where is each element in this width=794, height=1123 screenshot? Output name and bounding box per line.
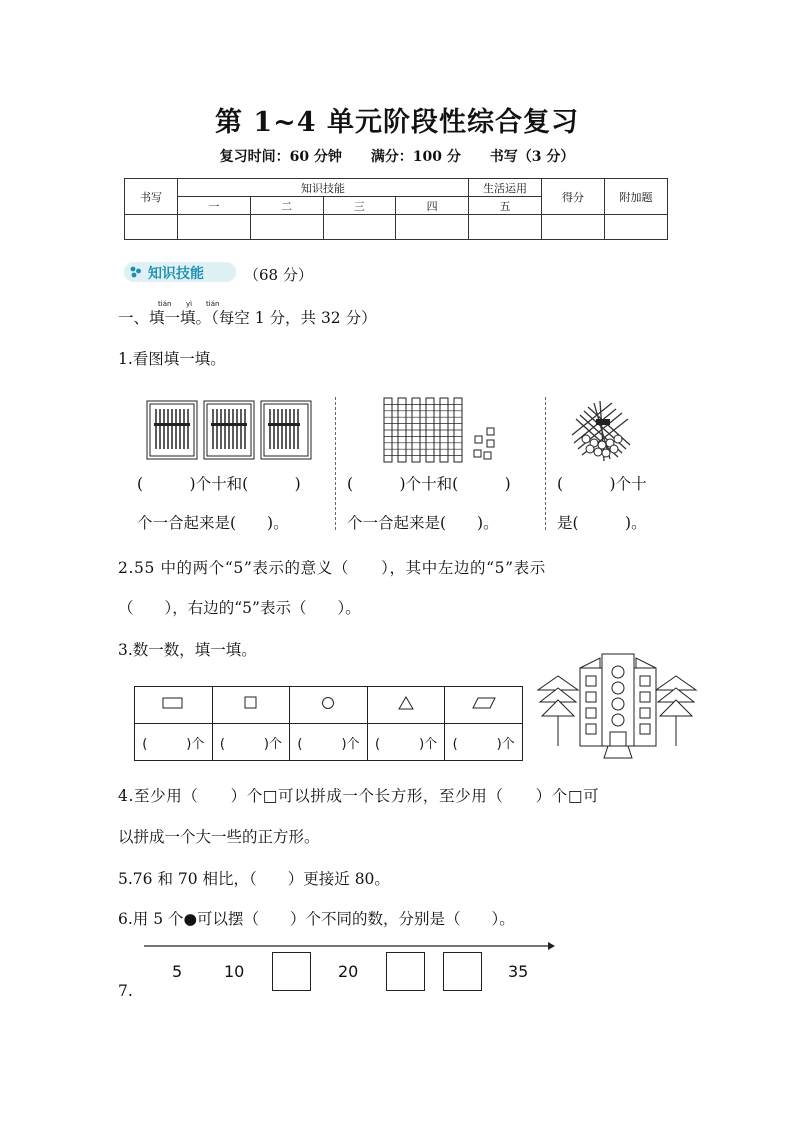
score-col-2: 二 — [250, 197, 323, 215]
score-cell[interactable] — [323, 215, 396, 240]
building-picture — [536, 650, 698, 760]
score-cell[interactable] — [178, 215, 251, 240]
shape-blank[interactable]: ( )个 — [367, 724, 445, 761]
shape-cell — [367, 687, 445, 724]
score-header-life: 生活运用 — [469, 179, 542, 197]
section-label: 知识技能 — [148, 266, 204, 282]
divider — [335, 397, 336, 530]
shape-cell — [445, 687, 523, 724]
q1c-line2: 是( )。 — [557, 514, 647, 532]
score-col-1: 一 — [178, 197, 251, 215]
divider — [545, 397, 546, 530]
ten-rods-image — [380, 396, 500, 464]
shape-cell — [135, 687, 213, 724]
score-header-knowledge: 知识技能 — [178, 179, 469, 197]
q1-prefix: 一、 — [118, 309, 150, 327]
score-col-4: 四 — [396, 197, 469, 215]
score-cell[interactable] — [125, 215, 178, 240]
rectangle-icon — [162, 696, 184, 710]
score-header-bonus: 附加题 — [605, 179, 668, 215]
number-line-axis — [144, 940, 556, 952]
score-table — [124, 178, 668, 240]
answer-box[interactable] — [272, 952, 311, 991]
shape-blank[interactable]: ( )个 — [212, 724, 290, 761]
shape-cell — [290, 687, 368, 724]
q4-line1: 4.至少用（ ）个□可以拼成一个长方形，至少用（ ）个□可 — [118, 787, 600, 805]
pinyin-tian2: tián — [206, 300, 220, 308]
q2-line2: （ ），右边的“5”表示（ ）。 — [118, 599, 361, 617]
q1-label: 1.看图填一填。 — [118, 350, 226, 368]
q3-label: 3.数一数，填一填。 — [118, 641, 257, 659]
score-col-5: 五 — [469, 197, 542, 215]
full-score: 满分：100 分 — [370, 149, 461, 165]
q4-line2: 以拼成一个大一些的正方形。 — [118, 828, 320, 846]
section-points: （68 分） — [244, 266, 313, 284]
square-icon — [243, 696, 259, 710]
number-label: 10 — [224, 962, 245, 981]
shape-blank[interactable]: ( )个 — [135, 724, 213, 761]
q7-label: 7. — [118, 982, 133, 1000]
q1-char1: 填 — [149, 309, 165, 327]
q5-text: 5.76 和 70 相比，（ ）更接近 80。 — [118, 870, 390, 888]
number-label: 35 — [508, 962, 529, 981]
writing-score: 书写（3 分） — [489, 149, 575, 165]
score-col-3: 三 — [323, 197, 396, 215]
pinyin-yi: yì — [186, 300, 193, 308]
page-subtitle — [0, 146, 794, 166]
pencil-bundles-image — [146, 399, 312, 461]
score-header-writing: 书写 — [125, 179, 178, 215]
number-label: 20 — [338, 962, 359, 981]
shape-count-table — [134, 686, 523, 761]
shape-blank[interactable]: ( )个 — [290, 724, 368, 761]
answer-box[interactable] — [386, 952, 425, 991]
q1b-line2: 个一合起来是( )。 — [347, 514, 499, 532]
score-header-score: 得分 — [542, 179, 605, 215]
pinyin-tian1: tián — [158, 300, 172, 308]
score-cell[interactable] — [250, 215, 323, 240]
answer-box[interactable] — [443, 952, 482, 991]
parallelogram-icon — [471, 696, 497, 710]
dots-icon — [130, 266, 142, 278]
q1-char2: 一填 — [164, 309, 196, 327]
shape-blank[interactable]: ( )个 — [445, 724, 523, 761]
score-cell[interactable] — [605, 215, 668, 240]
score-cell[interactable] — [542, 215, 605, 240]
section-badge — [124, 262, 236, 282]
score-cell[interactable] — [396, 215, 469, 240]
score-cell[interactable] — [469, 215, 542, 240]
q1-suffix: 。（每空 1 分，共 32 分） — [195, 309, 377, 327]
stick-bundle-image — [570, 399, 636, 463]
page-title: 第 1~4 单元阶段性综合复习 — [215, 107, 579, 138]
q1b-line1: ( )个十和( ) — [347, 475, 511, 493]
shape-cell — [212, 687, 290, 724]
q1-heading — [118, 306, 377, 328]
q1a-line1: ( )个十和( ) — [137, 475, 301, 493]
triangle-icon — [397, 696, 415, 710]
circle-icon — [320, 696, 336, 710]
number-label: 5 — [172, 962, 183, 981]
q6-text: 6.用 5 个●可以摆（ ）个不同的数，分别是（ ）。 — [118, 910, 515, 928]
q2-line1: 2.55 中的两个“5”表示的意义（ ），其中左边的“5”表示 — [118, 559, 546, 577]
q1c-line1: ( )个十 — [557, 475, 647, 493]
q1a-line2: 个一合起来是( )。 — [137, 514, 289, 532]
review-time: 复习时间：60 分钟 — [219, 149, 342, 165]
